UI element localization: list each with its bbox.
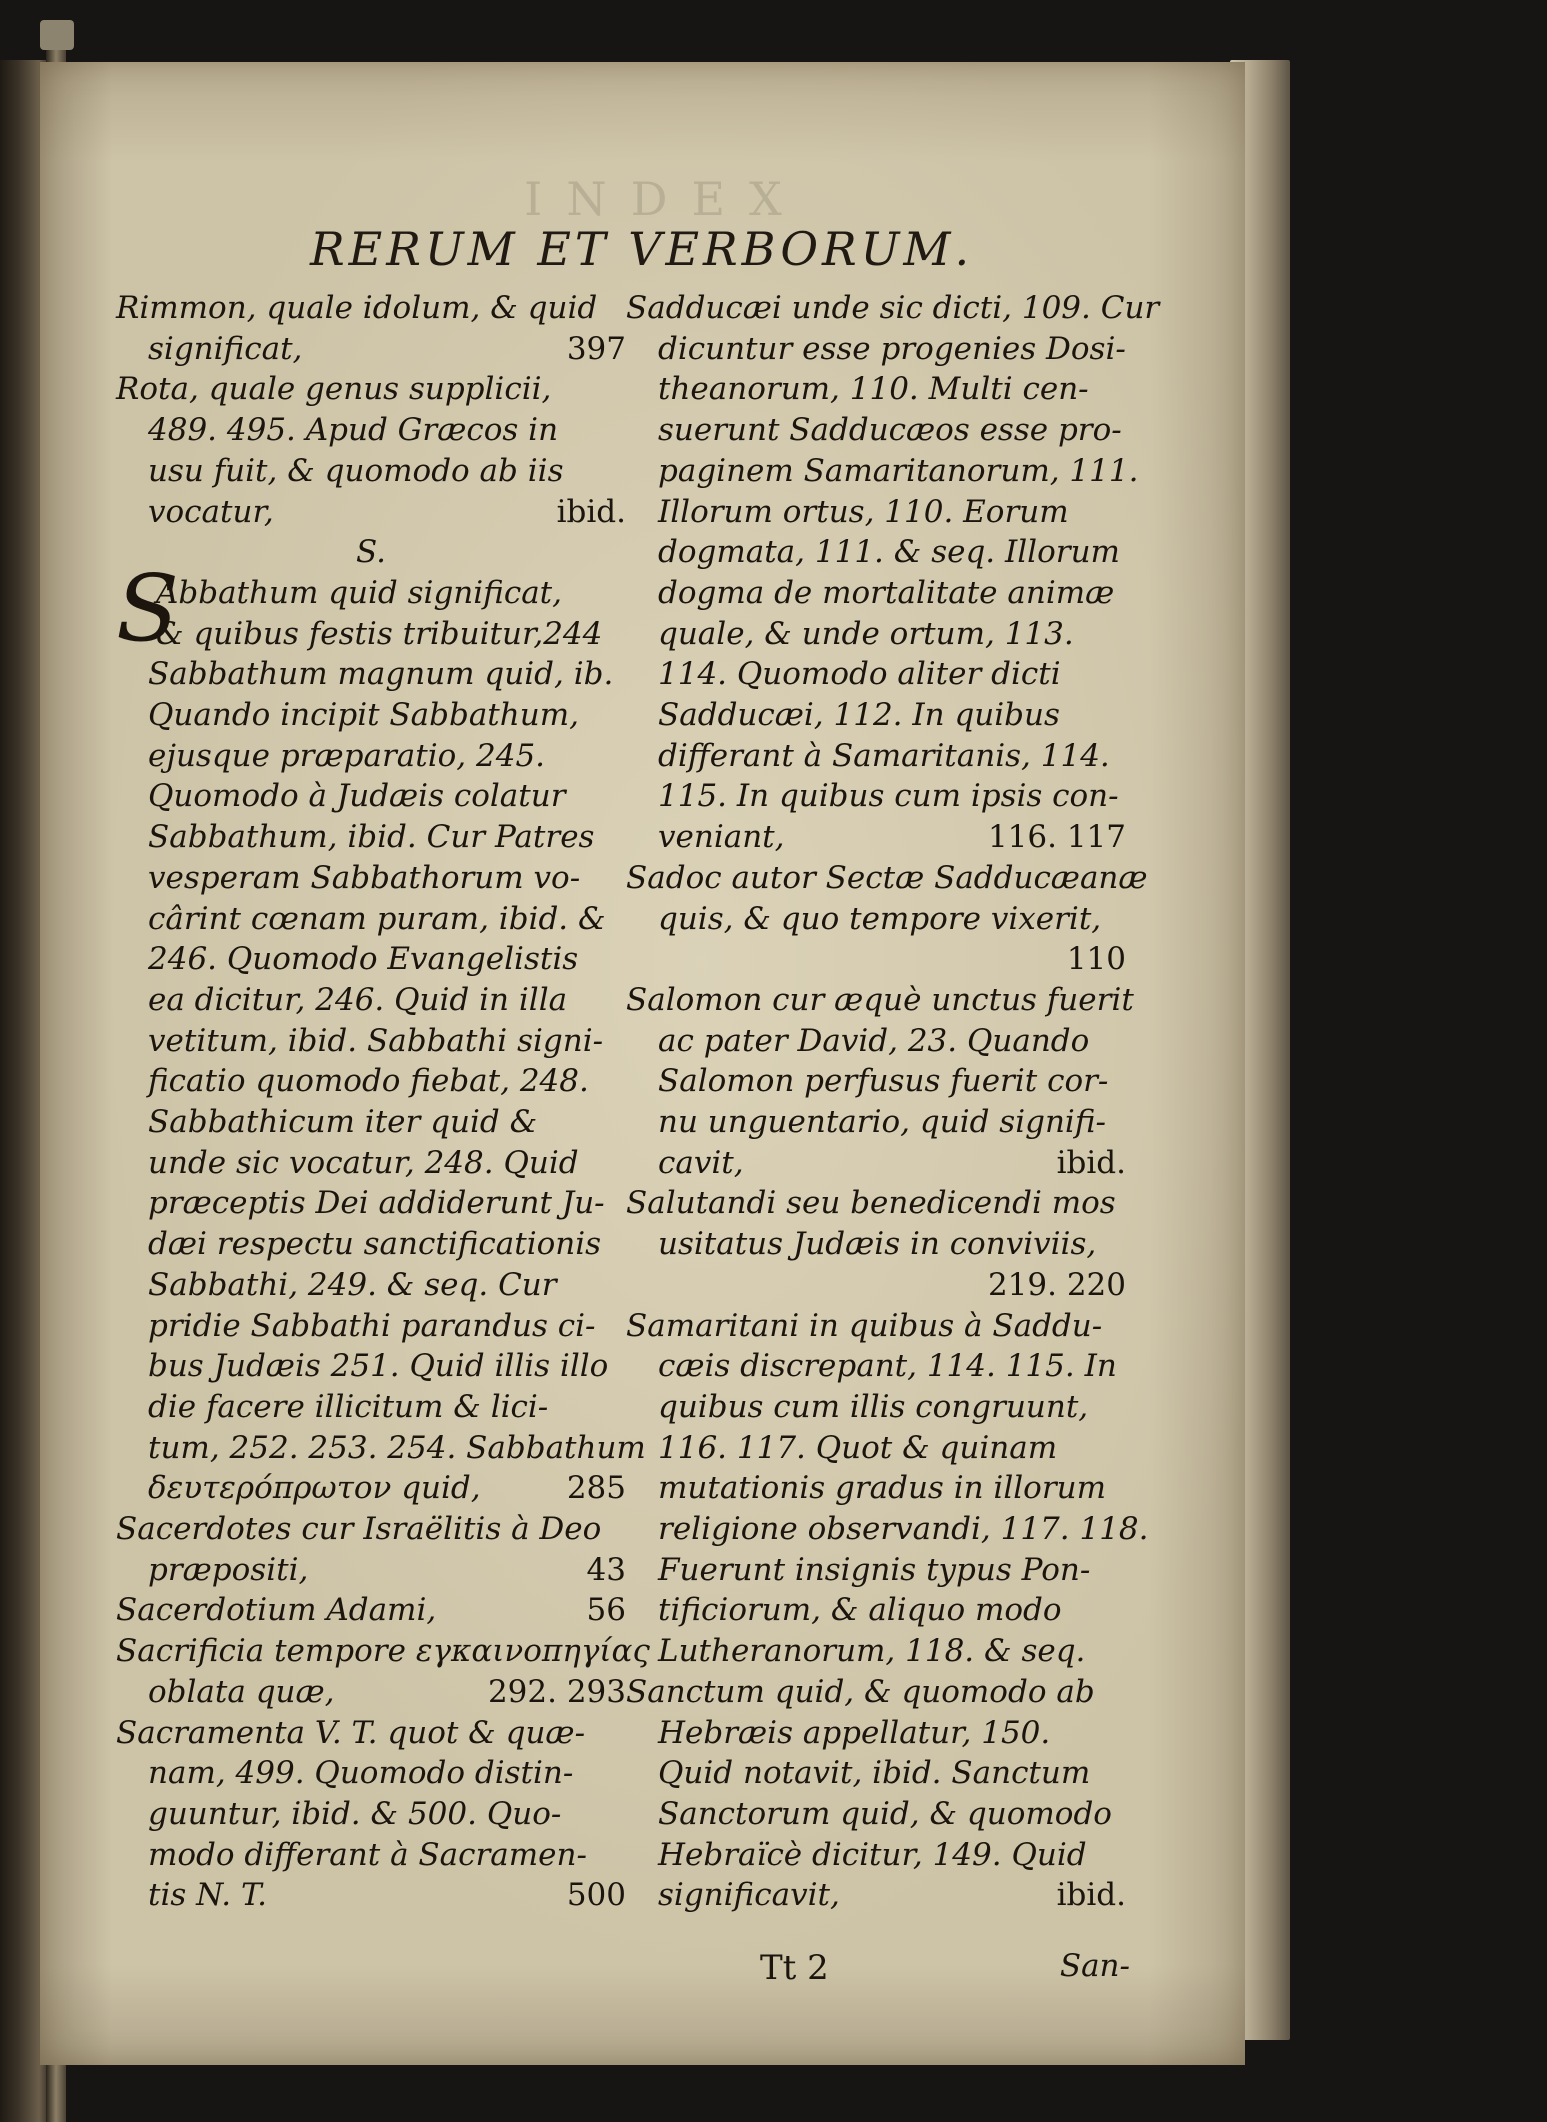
index-entry-line [148,1875,626,1915]
index-entry-text: Sadoc autor Sectæ Sadducæanæ [626,859,1148,896]
index-entry-text: differant à Samaritanis, 114. [658,737,1110,774]
index-entry-text: Sabbathum, ibid. Cur Patres [148,819,595,856]
index-entry-line [658,736,1126,776]
index-entry-text: Fuerunt insignis typus Pon- [658,1551,1091,1588]
index-page-reference: 292. 293 [487,1673,626,1710]
index-entry-text: dogmata, 111. & seq. Illorum [658,534,1120,571]
index-entry-text: vetitum, ibid. Sabbathi signi- [148,1022,604,1059]
index-page-reference: ibid. [1056,1144,1126,1181]
index-entry-text: 114. Quomodo aliter dicti [658,656,1061,693]
index-entry-line [658,573,1126,613]
index-page-reference: 397 [566,330,626,367]
index-entry-line [116,1509,626,1549]
index-entry-line [148,1346,626,1386]
index-entry-text: paginem Samaritanorum, 111. [658,452,1139,489]
index-entry-text: die facere illicitum & lici- [148,1388,549,1425]
book-page [40,62,1245,2065]
index-entry-text: Sanctum quid, & quomodo ab [626,1673,1095,1710]
index-entry-line [658,1102,1126,1142]
drop-cap-letter: S [116,554,180,662]
index-entry-text: oblata quæ, [148,1673,335,1710]
index-entry-text: dogma de mortalitate animæ [658,574,1115,611]
index-entry-line [658,614,1126,654]
index-page-reference: 500 [566,1877,626,1914]
index-entry-text: unde sic vocatur, 248. Quid [148,1144,579,1181]
index-entry-line [148,1468,626,1508]
index-page-reference: 285 [566,1470,626,1507]
index-entry-text: vocatur, [148,493,274,530]
index-entry-line [658,1835,1126,1875]
index-entry-text: δευτερόπρωτον quid, [148,1470,481,1507]
index-entry-line [148,939,626,979]
index-entry-text: Sacerdotium Adami, [116,1592,437,1629]
index-entry-text: usu fuit, & quomodo ab iis [148,452,564,489]
index-entry-text: Sadducæi, 112. In quibus [658,697,1060,733]
index-entry-text: pridie Sabbathi parandus ci- [148,1307,596,1344]
index-entry-text: Rimmon, quale idolum, & quid [116,290,598,326]
index-entry-text: ficatio quomodo fiebat, 248. [148,1063,589,1100]
index-entry-text: Sacerdotes cur Israëlitis à Deo [116,1511,602,1547]
index-entry-line [658,1224,1126,1264]
index-entry-text: Illorum ortus, 110. Eorum [658,493,1069,530]
index-entry-text: Sacrificia tempore εγκαινοπηγίας [116,1633,650,1670]
index-entry-line [658,1346,1126,1386]
index-column-right [626,288,1160,1938]
index-entry-line [148,1224,626,1264]
index-entry-text: S. [356,534,386,571]
index-entry-line [658,654,1126,694]
index-entry-text: Salomon perfusus fuerit cor- [658,1063,1109,1100]
binding-tab [40,20,74,50]
index-entry-text: religione observandi, 117. 118. [658,1511,1149,1547]
index-entry-line [148,1550,626,1590]
index-entry-text: nu unguentario, quid signifi- [658,1104,1107,1140]
index-entry-text: quis, & quo tempore vixerit, [658,900,1102,937]
index-entry-text: nam, 499. Quomodo distin- [148,1755,574,1792]
index-entry-line [148,695,626,735]
index-entry-line [658,1590,1126,1630]
index-page-reference: 219. 220 [987,1266,1126,1303]
index-entry-text: quibus cum illis congruunt, [658,1388,1089,1425]
index-entry-text: præceptis Dei addiderunt Ju- [148,1185,605,1222]
index-entry-text: modo differant à Sacramen- [148,1836,587,1873]
index-entry-text: Hebraïcè dicitur, 149. Quid [658,1836,1087,1873]
index-entry-line [156,573,626,613]
catchword: San- [1059,1948,1130,1984]
index-entry-text: Sacramenta V. T. quot & quæ- [116,1714,586,1751]
index-entry-text: usitatus Judæis in conviviis, [658,1226,1097,1263]
index-entry-line [626,980,1134,1020]
index-entry-line [148,1672,626,1712]
index-entry-line [156,614,626,654]
index-entry-line [148,899,626,939]
index-entry-line [626,288,1160,328]
index-entry-line [148,980,626,1020]
index-entry-line [658,1794,1126,1834]
index-entry-line [658,492,1126,532]
index-entry-line [116,1590,626,1630]
index-entry-line [116,288,626,328]
index-entry-text: Sabbathicum iter quid & [148,1104,538,1140]
index-entry-text: Sanctorum quid, & quomodo [658,1795,1112,1832]
index-entry-line [148,776,626,816]
index-entry-line [658,1387,1126,1427]
index-page-reference: ibid. [1056,1877,1126,1914]
index-entry-text: vesperam Sabbathorum vo- [148,859,581,896]
index-entry-text: Salomon cur æquè unctus fuerit [626,981,1134,1018]
index-entry-text: tum, 252. 253. 254. Sabbathum [148,1429,646,1466]
index-page-reference: ibid. [556,493,626,530]
index-entry-line [148,858,626,898]
index-entry-line [148,451,626,491]
index-entry-line [148,1306,626,1346]
index-entry-text: Samaritani in quibus à Saddu- [626,1307,1103,1344]
index-entry-line [148,1183,626,1223]
index-entry-text: ea dicitur, 246. Quid in illa [148,981,568,1018]
drop-cap [116,554,180,662]
index-entry-line [658,1509,1149,1549]
index-entry-text: tificiorum, & aliquo modo [658,1592,1062,1629]
index-entry-text: Quid notavit, ibid. Sanctum [658,1755,1091,1792]
index-entry-text: 115. In quibus cum ipsis con- [658,778,1119,815]
index-entry-text: Hebræis appellatur, 150. [658,1714,1051,1751]
index-entry-text: præpositi, [148,1551,309,1588]
index-entry-line [658,1021,1126,1061]
index-entry-text: dæi respectu sanctificationis [148,1226,602,1263]
index-entry-text: guuntur, ibid. & 500. Quo- [148,1795,562,1832]
index-entry-line [116,1631,650,1671]
index-entry-line [658,1143,1126,1183]
index-entry-text: dicuntur esse progenies Dosi- [658,330,1126,367]
index-entry-line [658,1550,1126,1590]
index-entry-text: 246. Quomodo Evangelistis [148,941,579,978]
index-entry-line [658,1713,1126,1753]
index-entry-text: Sabbathi, 249. & seq. Cur [148,1266,557,1303]
index-entry-line [148,1061,626,1101]
index-entry-text: & quibus festis tribuitur,244 [156,615,603,652]
index-entry-line [148,736,626,776]
index-entry-line [148,1387,626,1427]
index-entry-text: theanorum, 110. Multi cen- [658,371,1089,408]
index-entry-text: Quando incipit Sabbathum, [148,697,579,733]
index-entry-line [658,532,1126,572]
index-entry-line [658,1468,1126,1508]
index-entry-line [148,1835,626,1875]
index-entry-line [626,1183,1126,1223]
page-footer [660,1948,1130,1998]
index-entry-line [658,939,1126,979]
index-entry-text: Salutandi seu benedicendi mos [626,1185,1116,1222]
index-entry-line [148,1021,626,1061]
index-entry-line [658,1753,1126,1793]
index-entry-line [658,1265,1126,1305]
index-entry-line [148,1794,626,1834]
index-entry-text: Lutheranorum, 118. & seq. [658,1633,1086,1670]
index-entry-line [148,1143,626,1183]
index-entry-text: veniant, [658,819,785,856]
index-entry-line [148,329,626,369]
index-entry-line [148,1265,626,1305]
index-entry-line [658,1875,1126,1915]
index-entry-line [658,817,1126,857]
index-entry-line [658,695,1126,735]
index-entry-line [658,369,1126,409]
index-entry-line [658,329,1126,369]
index-entry-text: ejusque præparatio, 245. [148,737,546,774]
index-entry-line [658,1631,1126,1671]
index-entry-text: significat, [148,330,303,367]
index-entry-line [148,1102,626,1142]
index-page-reference: 56 [586,1592,626,1629]
index-entry-line [658,899,1126,939]
index-entry-text: bus Judæis 251. Quid illis illo [148,1348,609,1385]
index-entry-text: cârint cœnam puram, ibid. & [148,900,606,937]
index-entry-text: suerunt Sadducæos esse pro- [658,412,1122,449]
index-entry-text: 116. 117. Quot & quinam [658,1429,1058,1466]
index-entry-line [148,1753,626,1793]
index-entry-text: Rota, quale genus supplicii, [116,371,552,408]
index-entry-line [116,369,626,409]
index-entry-line [116,532,626,572]
index-entry-line [148,1428,646,1468]
show-through-header: INDEX [524,172,806,226]
index-entry-line [626,858,1148,898]
index-entry-line [148,817,626,857]
index-page-reference: 43 [586,1551,626,1588]
index-page-reference: 110 [1066,941,1126,978]
index-entry-text: ac pater David, 23. Quando [658,1022,1090,1059]
index-entry-line [658,1428,1126,1468]
index-entry-text: Quomodo à Judæis colatur [148,778,566,815]
index-entry-text: cavit, [658,1144,744,1181]
index-entry-line [148,492,626,532]
index-entry-line [658,451,1139,491]
index-entry-line [148,410,626,450]
index-entry-line [626,1672,1126,1712]
signature-mark: Tt 2 [760,1948,829,1988]
index-entry-text: tis N. T. [148,1877,267,1914]
index-entry-text: 489. 495. Apud Græcos in [148,412,559,449]
index-entry-line [658,410,1126,450]
index-entry-line [148,654,626,694]
index-entry-text: quale, & unde ortum, 113. [658,615,1074,652]
index-entry-text: Abbathum quid significat, [156,574,562,611]
index-entry-line [658,1061,1126,1101]
index-page-reference: 116. 117 [987,819,1126,856]
index-entry-text: cæis discrepant, 114. 115. In [658,1348,1117,1385]
index-entry-line [626,1306,1126,1346]
index-entry-line [658,776,1126,816]
index-column-left [116,288,650,1938]
index-entry-text: Sabbathum magnum quid, ib. [148,656,614,693]
index-entry-text: significavit, [658,1877,840,1914]
running-head: RERUM ET VERBORUM. [310,222,974,276]
index-entry-text: mutationis gradus in illorum [658,1470,1107,1507]
index-entry-line [116,1713,626,1753]
index-entry-text: Sadducæi unde sic dicti, 109. Cur [626,290,1160,326]
